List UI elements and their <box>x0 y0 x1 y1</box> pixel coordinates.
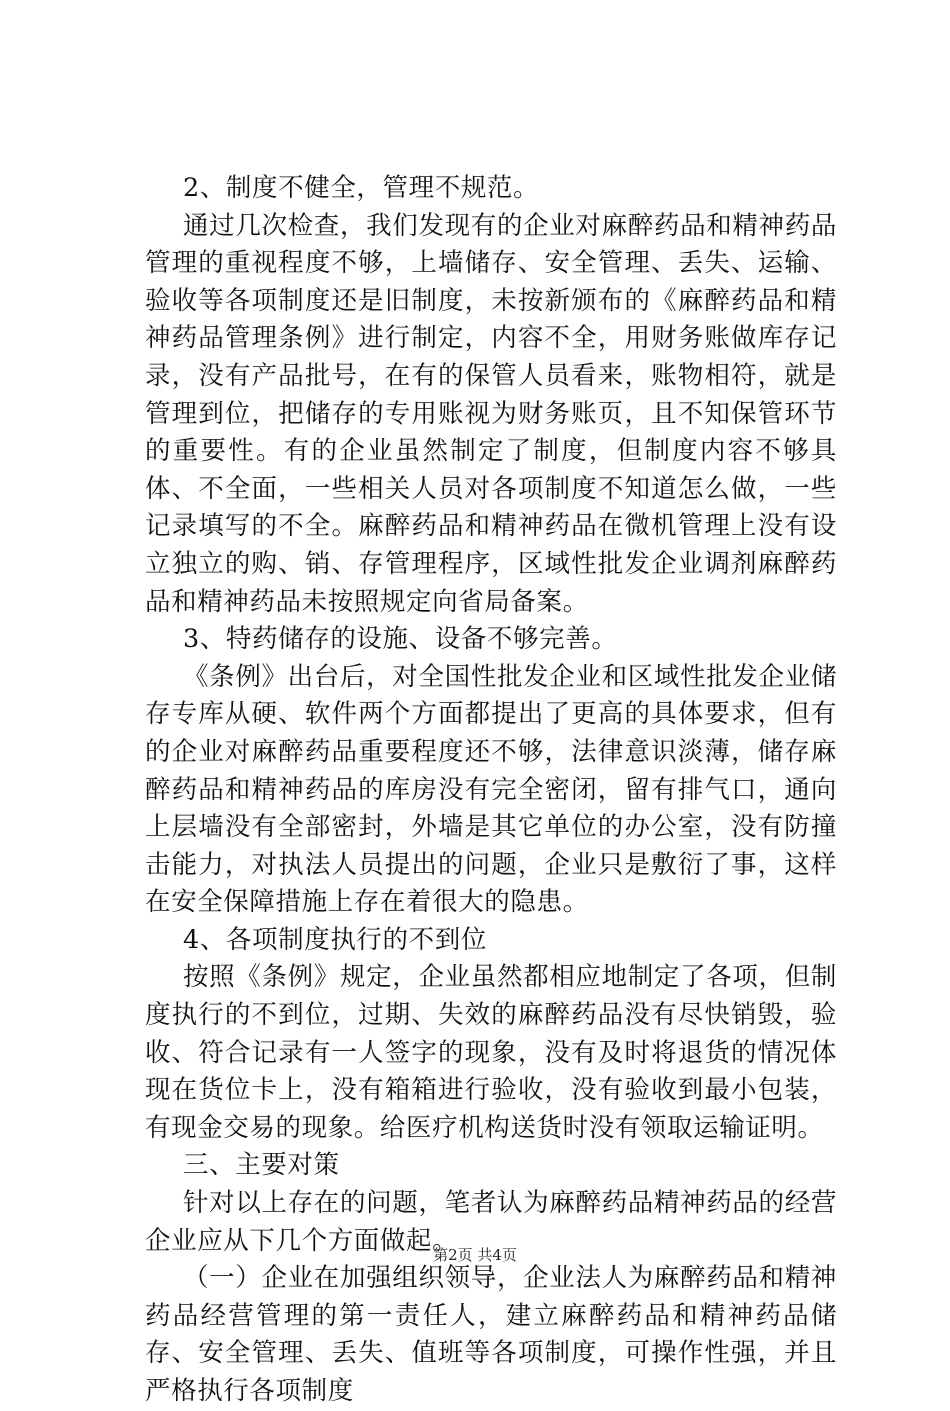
section-heading-countermeasures: 三、主要对策 <box>183 1150 340 1181</box>
body-paragraph: （一）企业在加强组织领导，企业法人为麻醉药品和精神药品经营管理的第一责任人，建立麻醉药品和精神药品储存、安全管理、丢失、值班等各项制度，可操作性强，并且严格执行各项制度 <box>145 1263 837 1406</box>
body-paragraph: 按照《条例》规定，企业虽然都相应地制定了各项，但制度执行的不到位，过期、失效的麻醉药品没有尽快销毁，验收、符合记录有一人签字的现象，没有及时将退货的情况体现在货位卡上，没有箱箱进行验收，没有验收到最小包装，有现金交易的现象。给医疗机构送货时没有领取运输证明。 <box>145 962 837 1143</box>
document-body <box>145 170 837 1411</box>
body-paragraph: 《条例》出台后，对全国性批发企业和区域性批发企业储存专库从硬、软件两个方面都提出了更高的具体要求，但有的企业对麻醉药品重要程度还不够，法律意识淡薄，储存麻醉药品和精神药品的库房没有完全密闭，留有排气口，通向上层墙没有全部密封，外墙是其它单位的办公室，没有防撞击能力，对执法人员提出的问题，企业只是敷衍了事，这样在安全保障措施上存在着很大的隐患。 <box>145 661 837 918</box>
section-heading-4: 4、各项制度执行的不到位 <box>183 924 487 955</box>
section-heading-3: 3、特药储存的设施、设备不够完善。 <box>183 624 618 655</box>
section-heading-2: 2、制度不健全，管理不规范。 <box>183 173 540 203</box>
body-paragraph: 通过几次检查，我们发现有的企业对麻醉药品和精神药品管理的重视程度不够，上墙储存、安全管理、丢失、运输、验收等各项制度还是旧制度，未按新颁布的《麻醉药品和精神药品管理条例》进行制定，内容不全，用财务账做库存记录，没有产品批号，在有的保管人员看来，账物相符，就是管理到位，把储存的专用账视为财务账页，且不知保管环节的重要性。有的企业虽然制定了制度，但制度内容不够具体、不全面，一些相关人员对各项制度不知道怎么做，一些记录填写的不全。麻醉药品和精神药品在微机管理上没有设立独立的购、销、存管理程序，区域性批发企业调剂麻醉药品和精神药品未按照规定向省局备案。 <box>145 210 837 617</box>
body-paragraph: 针对以上存在的问题，笔者认为麻醉药品精神药品的经营企业应从下几个方面做起。 <box>145 1188 837 1256</box>
page-footer: 第2页 共4页 <box>433 1246 517 1264</box>
